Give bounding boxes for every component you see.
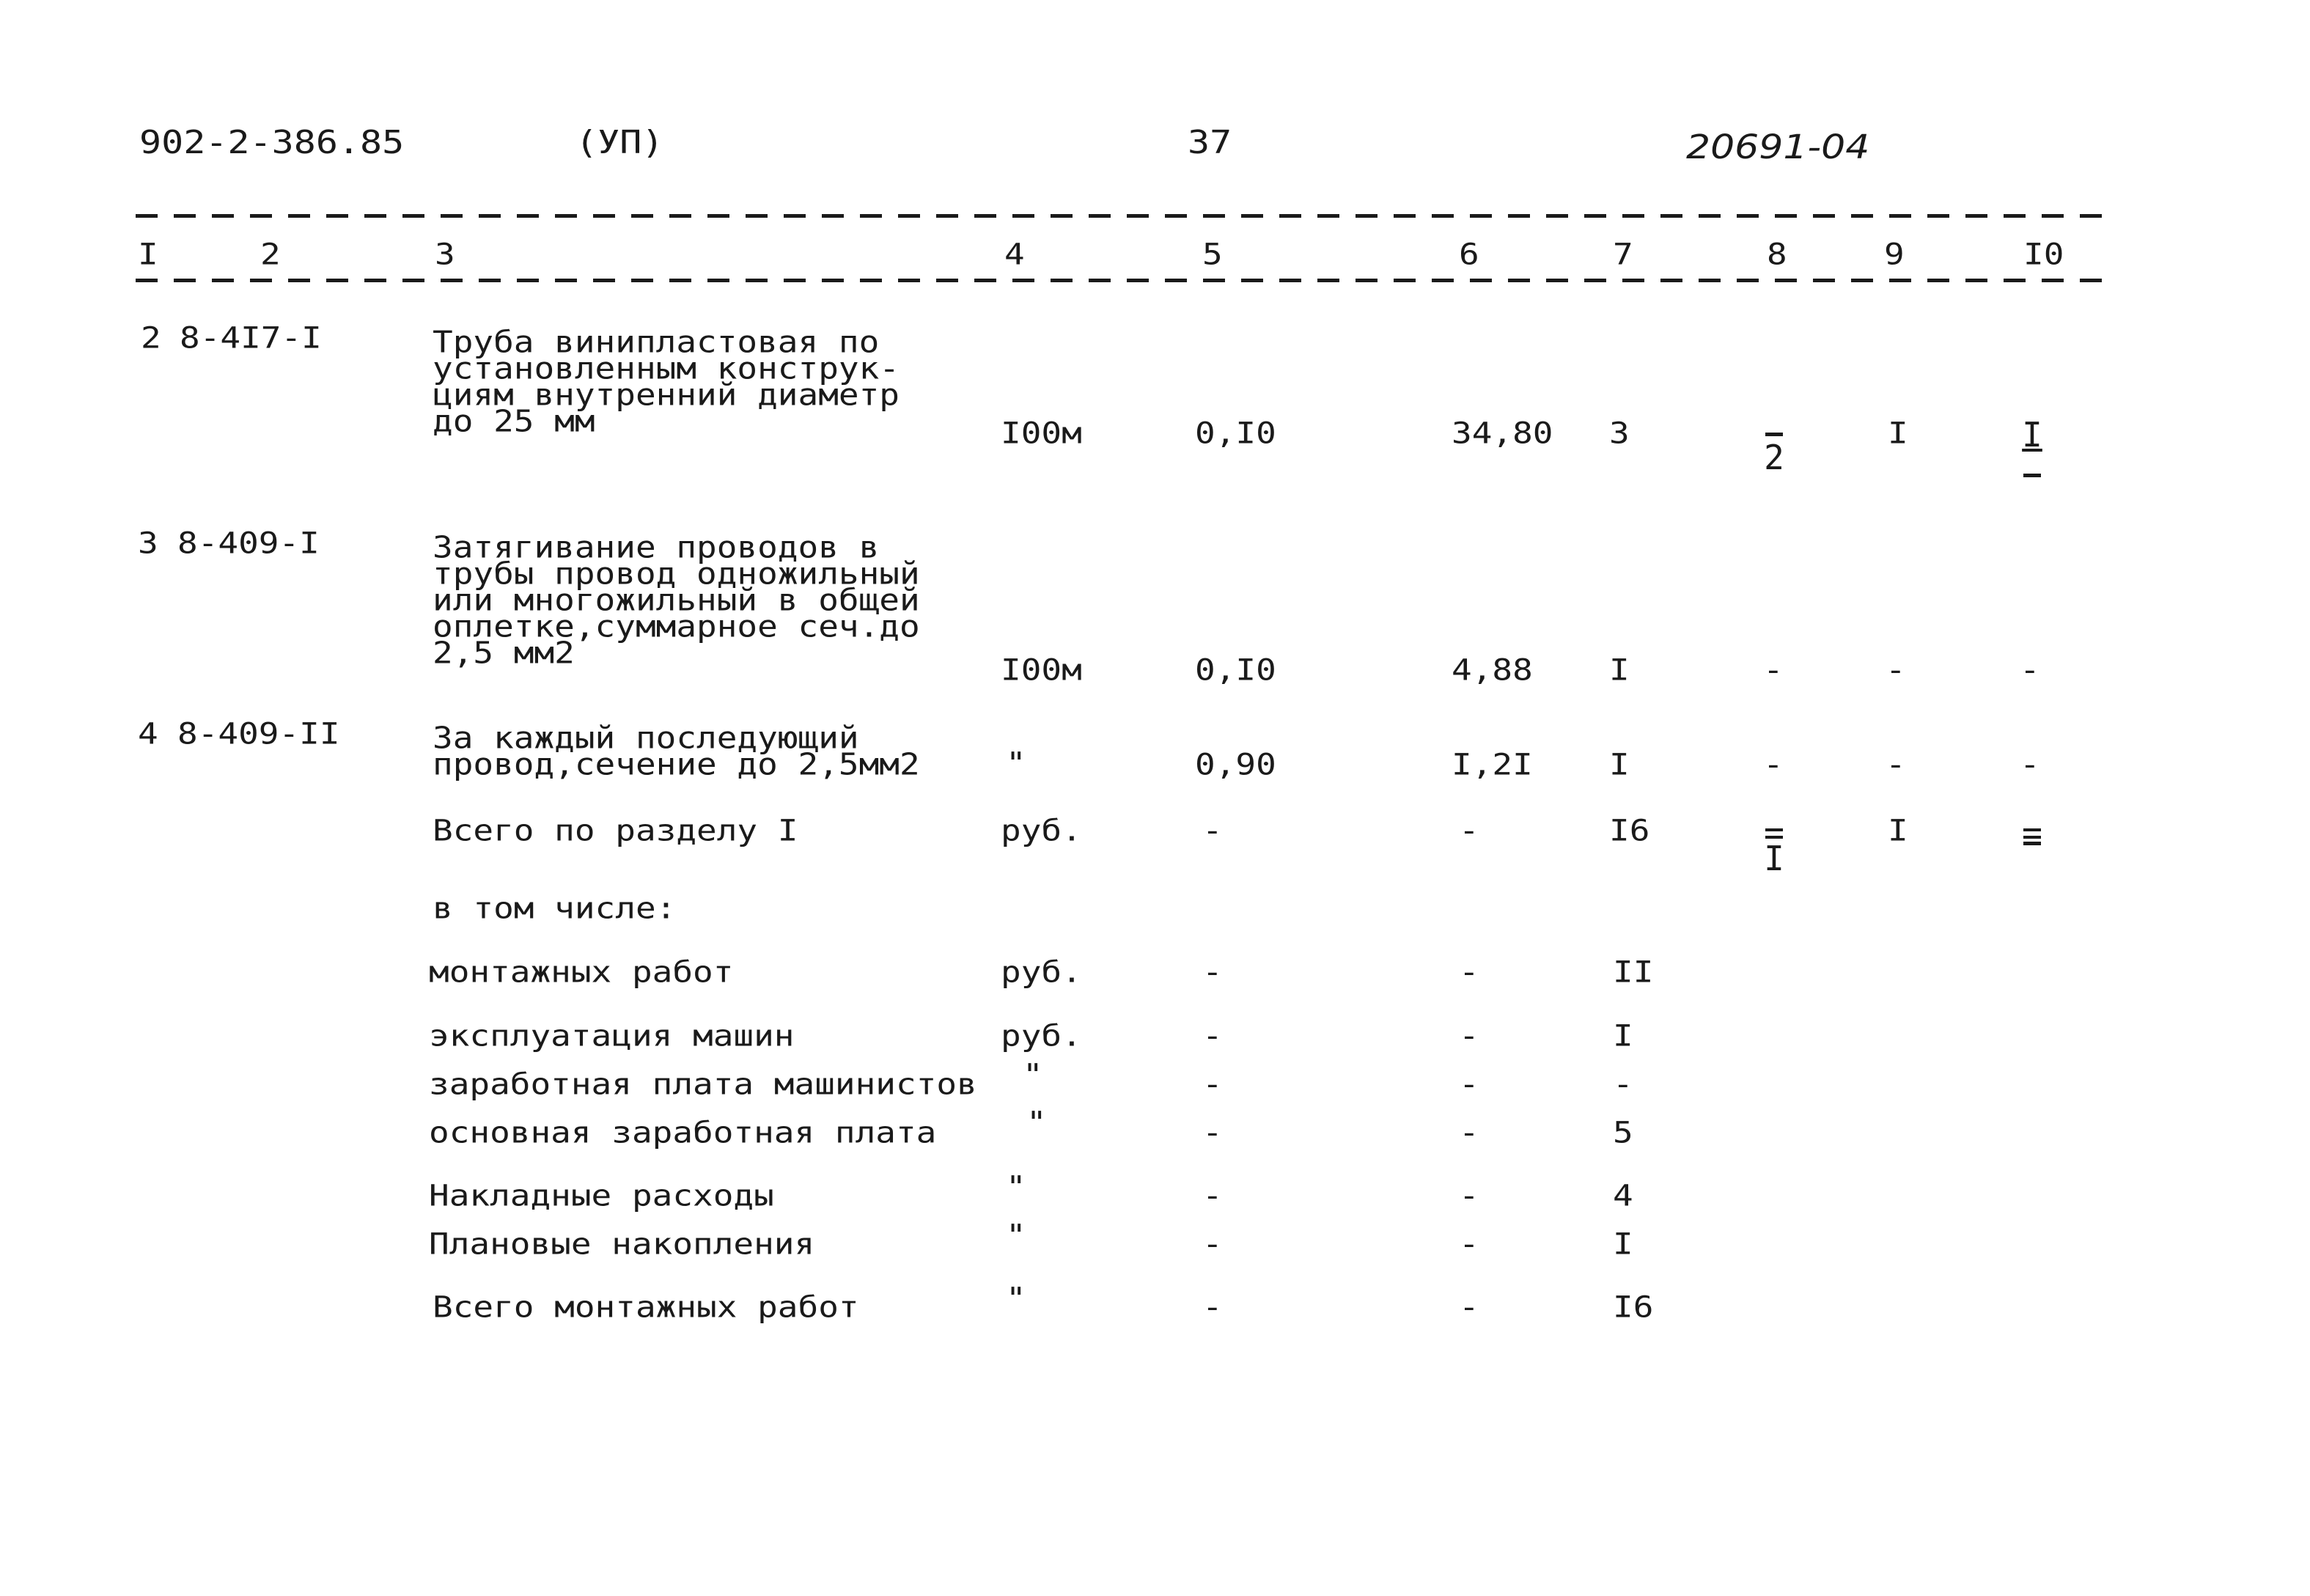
col8-value: - (1763, 652, 1784, 687)
summary-label: Накладные расходы (429, 1177, 774, 1213)
quantity: - (1202, 1177, 1223, 1213)
unit: руб. (1001, 1018, 1082, 1053)
sheet-code: 20691-04 (1686, 128, 1870, 167)
rate-code: 8-4I7-I (180, 320, 322, 355)
quantity: - (1202, 1226, 1223, 1261)
quantity: 0,I0 (1195, 652, 1276, 687)
unit-price: - (1459, 812, 1479, 847)
work-description: Затягивание проводов в трубы провод одножильный или многожильный в общей оплетке,суммарное сеч.до 2,5 мм2 (433, 529, 920, 671)
column-number: 9 (1884, 236, 1905, 271)
column-number: 2 (260, 236, 281, 271)
unit-price: 34,80 (1452, 415, 1553, 450)
header-rule-top (136, 214, 2115, 218)
summary-label: Плановые накопления (429, 1226, 815, 1261)
quantity: - (1202, 812, 1223, 847)
column-number: 6 (1459, 236, 1479, 271)
total-cost: I (1613, 1018, 1633, 1053)
col10-value: - (2020, 746, 2040, 782)
total-cost: I (1613, 1226, 1633, 1261)
rate-code: 8-409-I (177, 525, 320, 560)
summary-label: монтажных работ (429, 954, 734, 989)
page-number: 37 (1188, 123, 1232, 161)
col10-value: - (2020, 652, 2040, 687)
summary-label: эксплуатация машин (429, 1018, 795, 1053)
unit: руб. (1001, 812, 1082, 847)
summary-label: заработная плата машинистов (429, 1066, 977, 1101)
col9-value: - (1886, 746, 1906, 782)
col9-value: I (1888, 415, 1908, 450)
total-cost: 4 (1613, 1177, 1633, 1213)
unit-price: - (1459, 954, 1479, 989)
unit: " (1023, 1056, 1043, 1092)
unit: " (1006, 745, 1026, 780)
unit: " (1006, 1280, 1026, 1315)
header-rule-bottom (136, 279, 2115, 282)
quantity: - (1202, 954, 1223, 989)
unit: руб. (1001, 954, 1082, 989)
unit-price: - (1459, 1177, 1479, 1213)
col9-value: - (1886, 652, 1906, 687)
unit: " (1026, 1104, 1047, 1139)
work-description: Труба винипластовая по установленным конструк- циям внутренний диаметр до 25 мм (433, 323, 900, 439)
row-number: 2 (141, 320, 161, 355)
col8-value: - (1763, 746, 1784, 782)
total-cost: I (1609, 652, 1630, 687)
total-cost: I6 (1609, 812, 1650, 847)
column-number: I0 (2023, 236, 2064, 271)
unit: " (1006, 1169, 1026, 1204)
col8-value: I (1759, 828, 1789, 875)
quantity: - (1202, 1289, 1223, 1324)
section-total-label: Всего по разделу I (433, 812, 798, 847)
col10-value (2017, 828, 2047, 845)
document-code: 902-2-386.85 (139, 123, 405, 161)
summary-label: Всего монтажных работ (433, 1289, 859, 1324)
unit-price: - (1459, 1289, 1479, 1324)
unit-price: 4,88 (1452, 652, 1533, 687)
quantity: 0,90 (1195, 746, 1276, 782)
total-cost: 5 (1613, 1114, 1633, 1150)
unit-price: - (1459, 1066, 1479, 1101)
column-number: 7 (1613, 236, 1633, 271)
col8-value: 2 (1759, 433, 1789, 474)
col10-value: I (2017, 418, 2047, 477)
quantity: 0,I0 (1195, 415, 1276, 450)
column-number: I (138, 236, 158, 271)
work-description: За каждый последующий провод,сечение до 2,5мм2 (433, 719, 920, 782)
including-label: в том числе: (433, 890, 677, 925)
total-cost: - (1613, 1066, 1633, 1101)
unit: " (1006, 1217, 1026, 1252)
col9-value: I (1888, 812, 1908, 847)
column-number: 4 (1004, 236, 1025, 271)
column-number: 5 (1202, 236, 1223, 271)
unit: I00м (1001, 652, 1082, 687)
quantity: - (1202, 1114, 1223, 1150)
total-cost: I6 (1613, 1289, 1654, 1324)
total-cost: 3 (1609, 415, 1630, 450)
unit-price: - (1459, 1114, 1479, 1150)
section-code: (УП) (575, 123, 664, 161)
rate-code: 8-409-II (177, 716, 340, 751)
summary-label: основная заработная плата (429, 1114, 937, 1150)
quantity: - (1202, 1018, 1223, 1053)
column-number: 8 (1767, 236, 1787, 271)
row-number: 4 (138, 716, 158, 751)
row-number: 3 (138, 525, 158, 560)
total-cost: II (1613, 954, 1654, 989)
unit-price: I,2I (1452, 746, 1533, 782)
column-number: 3 (435, 236, 455, 271)
quantity: - (1202, 1066, 1223, 1101)
unit: I00м (1001, 415, 1082, 450)
total-cost: I (1609, 746, 1630, 782)
unit-price: - (1459, 1226, 1479, 1261)
unit-price: - (1459, 1018, 1479, 1053)
